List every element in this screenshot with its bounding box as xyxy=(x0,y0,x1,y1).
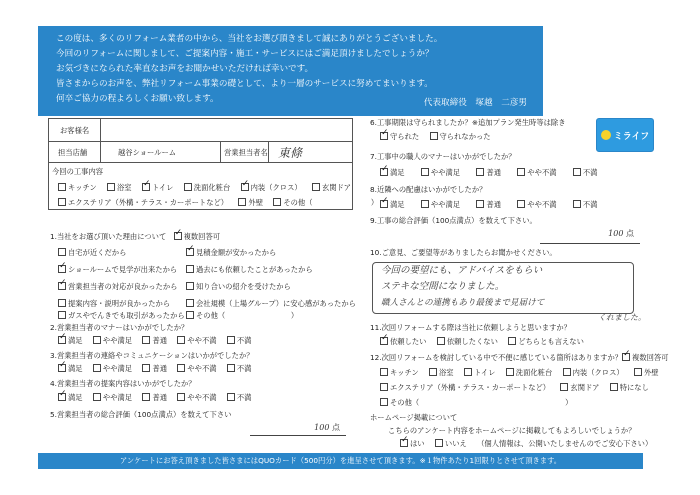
q9-title: 9.工事の総合評価（100点満点）を数えて下さい。 xyxy=(370,216,537,225)
q8-title: 8.近隣への配慮はいかがでしたか？ xyxy=(370,185,487,194)
checkbox[interactable] xyxy=(58,364,66,372)
q1-title: 1.当社をお選び頂いた理由について ✓ 複数回答可 xyxy=(50,232,220,242)
checkbox[interactable] xyxy=(186,282,194,290)
logo-text: ミライフ xyxy=(613,131,650,142)
checkbox[interactable] xyxy=(58,198,66,206)
customer-info-table xyxy=(48,118,353,210)
checkbox xyxy=(174,232,182,240)
q1-option: 知り合いの紹介を受けたから xyxy=(196,282,291,291)
checkbox[interactable] xyxy=(142,364,150,372)
work-option: その他（ ） xyxy=(273,198,378,208)
checkbox[interactable] xyxy=(186,248,194,256)
q9-answer[interactable] xyxy=(540,228,640,244)
checkbox[interactable] xyxy=(142,336,150,344)
q1-option: 見積金額が安かったから xyxy=(196,248,277,257)
checkbox[interactable] xyxy=(93,364,101,372)
work-row-2 xyxy=(58,198,386,208)
checkbox[interactable] xyxy=(476,200,484,208)
q2-rating: ✓満足 やや満足 普通 やや不満 不満 xyxy=(58,336,259,346)
checkbox[interactable] xyxy=(227,393,235,401)
store-label: 担当店舗 xyxy=(58,148,88,157)
q8-rating: ✓満足 やや満足 普通 やや不満 不満 xyxy=(380,200,605,210)
comment-line: くれました。 xyxy=(598,313,646,322)
checkbox[interactable] xyxy=(312,183,320,191)
checkbox[interactable] xyxy=(506,368,514,376)
checkbox[interactable] xyxy=(380,200,388,208)
q3-rating: ✓満足 やや満足 普通 やや不満 不満 xyxy=(58,364,259,374)
checkbox[interactable] xyxy=(508,337,516,345)
checkbox[interactable] xyxy=(421,168,429,176)
checkbox[interactable] xyxy=(435,439,443,447)
work-title: 今回の工事内容 xyxy=(52,167,104,176)
work-option: ✓ 内装（クロス） xyxy=(241,183,302,193)
signature: 代表取締役 塚越 二彦男 xyxy=(423,98,527,108)
q5-score: 100 xyxy=(314,423,330,432)
checkbox[interactable] xyxy=(380,398,388,406)
work-option: 洗面化粧台 xyxy=(184,183,230,193)
checkbox[interactable] xyxy=(380,337,388,345)
q11-options: ✓依頼したい 依頼したくない どちらとも言えない xyxy=(380,337,592,347)
q9-unit: 点 xyxy=(626,229,634,238)
customer-name-label: お客様名 xyxy=(60,126,90,135)
checkbox xyxy=(622,353,630,361)
sun-icon xyxy=(601,130,611,140)
checkbox[interactable] xyxy=(573,200,581,208)
checkbox[interactable] xyxy=(184,183,192,191)
checkbox[interactable] xyxy=(107,183,115,191)
work-option: エクステリア（外構・テラス・カーポートなど） xyxy=(58,198,228,208)
comment-line: 職人さんとの連携もあり最後まで見届けて xyxy=(381,298,545,308)
q1-option: 過去にも依頼したことがあったから xyxy=(196,265,313,274)
q3-title: 3.営業担当者の連絡やコミュニケーションはいかがでしたか？ xyxy=(50,351,254,360)
q1-option: その他（ ） xyxy=(196,311,299,320)
checkbox[interactable] xyxy=(93,336,101,344)
q5-answer[interactable] xyxy=(250,422,346,436)
q10-title: 10.ご意見、ご要望等がありましたらお聞かせください。 xyxy=(370,248,557,257)
greeting-line: 今回のリフォームに関しまして、ご提案内容・施工・サービスにはご満足頂けましたでしょうか？ xyxy=(56,49,434,59)
company-logo xyxy=(596,118,654,152)
q4-title: 4.営業担当者の提案内容はいかがでしたか？ xyxy=(50,379,196,388)
q10-comment-box[interactable] xyxy=(372,262,634,314)
comment-line: ステキな空間になりました。 xyxy=(381,281,505,292)
greeting-line: 皆さまからのお声を、弊社リフォーム事業の礎として、より一層のサービスに努めてまいります。 xyxy=(56,79,433,89)
checkbox[interactable] xyxy=(241,183,249,191)
greeting-banner xyxy=(38,26,543,116)
checkbox[interactable] xyxy=(186,265,194,273)
checkbox[interactable] xyxy=(177,336,185,344)
checkbox[interactable] xyxy=(437,337,445,345)
q7-rating: ✓満足 やや満足 普通 やや不満 不満 xyxy=(380,168,605,178)
staff-value: 東條 xyxy=(278,146,303,160)
q1-option: 営業担当者の対応が良かったから xyxy=(68,282,178,291)
q1-option: 自宅が近くだから xyxy=(68,248,127,257)
work-option: キッチン xyxy=(58,183,97,193)
q7-title: 7.工事中の職人のマナーはいかがでしたか？ xyxy=(370,152,516,161)
checkbox[interactable] xyxy=(227,336,235,344)
q11-title: 11.次回リフォームする際は当社に依頼しようと思いますか？ xyxy=(370,323,571,332)
checkbox[interactable] xyxy=(380,383,388,391)
checkbox[interactable] xyxy=(517,168,525,176)
checkbox[interactable] xyxy=(177,364,185,372)
q12-row-2: エクステリア（外構・テラス・カーポートなど） 玄関ドア 特になし xyxy=(380,383,657,393)
checkbox[interactable] xyxy=(93,393,101,401)
checkbox[interactable] xyxy=(560,383,568,391)
checkbox[interactable] xyxy=(380,368,388,376)
staff-label: 営業担当者名 xyxy=(224,148,268,157)
checkbox[interactable] xyxy=(476,168,484,176)
checkbox[interactable] xyxy=(186,311,194,319)
store-value: 越谷ショールーム xyxy=(118,148,177,157)
q1-option: 提案内容・説明が良かったから xyxy=(68,299,171,308)
checkbox[interactable] xyxy=(400,439,408,447)
checkbox[interactable] xyxy=(273,198,281,206)
checkbox[interactable] xyxy=(58,299,66,307)
checkbox[interactable] xyxy=(58,282,66,290)
checkbox[interactable] xyxy=(429,368,437,376)
q5-title: 5.営業担当者の総合評価（100点満点）を数えて下さい xyxy=(50,410,232,419)
q5-unit: 点 xyxy=(332,423,340,432)
q12-title: 12.次回リフォームを検討している中で不便に感じている箇所はありますか？✓ 複数回答可 xyxy=(370,353,669,363)
checkbox[interactable] xyxy=(58,336,66,344)
q1-option: 会社規模（上場グループ）に安心感があったから xyxy=(196,299,356,308)
greeting-line: 何卒ご協力の程よろしくお願い致します。 xyxy=(56,94,219,104)
comment-line: 今回の要望にも、アドバイスをもらい xyxy=(381,265,543,276)
q6-options: ✓守られた 守られなかった xyxy=(380,132,499,142)
work-option: ✓ トイレ xyxy=(142,183,174,193)
checkbox[interactable] xyxy=(380,132,388,140)
checkbox[interactable] xyxy=(563,368,571,376)
checkbox[interactable] xyxy=(634,368,642,376)
checkbox[interactable] xyxy=(227,364,235,372)
q6-title: 6.工事期限は守られましたか？※追加プラン発生時等は除き xyxy=(370,118,566,127)
q12-row-1: キッチン 浴室 トイレ 洗面化粧台 内装（クロス） 外壁 xyxy=(380,368,667,378)
checkbox[interactable] xyxy=(186,299,194,307)
greeting-line: お気づきになられた率直なお声をお聞かせいただければ幸いです。 xyxy=(56,64,314,74)
checkbox[interactable] xyxy=(58,248,66,256)
hp-note: （個人情報は、公開いたしませんのでご安心下さい） xyxy=(477,439,653,448)
hp-text: こちらのアンケート内容をホームページに掲載してもよろしいでしょうか？ xyxy=(388,426,636,435)
checkbox[interactable] xyxy=(58,183,66,191)
checkbox[interactable] xyxy=(610,383,618,391)
checkbox[interactable] xyxy=(58,265,66,273)
checkbox[interactable] xyxy=(58,393,66,401)
q1-option: ショールームで見学が出来たから xyxy=(68,265,178,274)
q1-option: ガスやでんきでも取引があったから xyxy=(68,311,185,320)
footer-banner: アンケートにお答え頂きました皆さまにはQUOカード（500円分）を進呈させて頂きます。※１物件あたり1回限りとさせて頂きます。 xyxy=(38,453,643,469)
checkbox[interactable] xyxy=(142,393,150,401)
q4-rating: ✓満足 やや満足 普通 やや不満 不満 xyxy=(58,393,259,403)
work-option: 玄関ドア xyxy=(312,183,351,193)
hp-options: ✓はい いいえ （個人情報は、公開いたしませんのでご安心下さい） xyxy=(400,439,652,449)
checkbox[interactable] xyxy=(142,183,150,191)
greeting-line: この度は、多くのリフォーム業者の中から、当社をお選び頂きまして誠にありがとうございました。 xyxy=(56,34,443,44)
hp-title: ホームページ掲載について xyxy=(370,413,458,422)
checkbox[interactable] xyxy=(177,393,185,401)
checkbox[interactable] xyxy=(464,368,472,376)
checkbox[interactable] xyxy=(573,168,581,176)
checkbox[interactable] xyxy=(430,132,438,140)
work-option: 浴室 xyxy=(107,183,132,193)
work-row-1 xyxy=(58,183,359,193)
checkbox[interactable] xyxy=(421,200,429,208)
checkbox[interactable] xyxy=(58,311,66,319)
q2-title: 2.営業担当者のマナーはいかがでしたか？ xyxy=(50,323,189,332)
q12-row-3: その他（ ） xyxy=(380,398,572,408)
checkbox[interactable] xyxy=(517,200,525,208)
work-option: 外壁 xyxy=(238,198,263,208)
checkbox[interactable] xyxy=(380,168,388,176)
checkbox[interactable] xyxy=(238,198,246,206)
q9-score: 100 xyxy=(608,229,624,238)
